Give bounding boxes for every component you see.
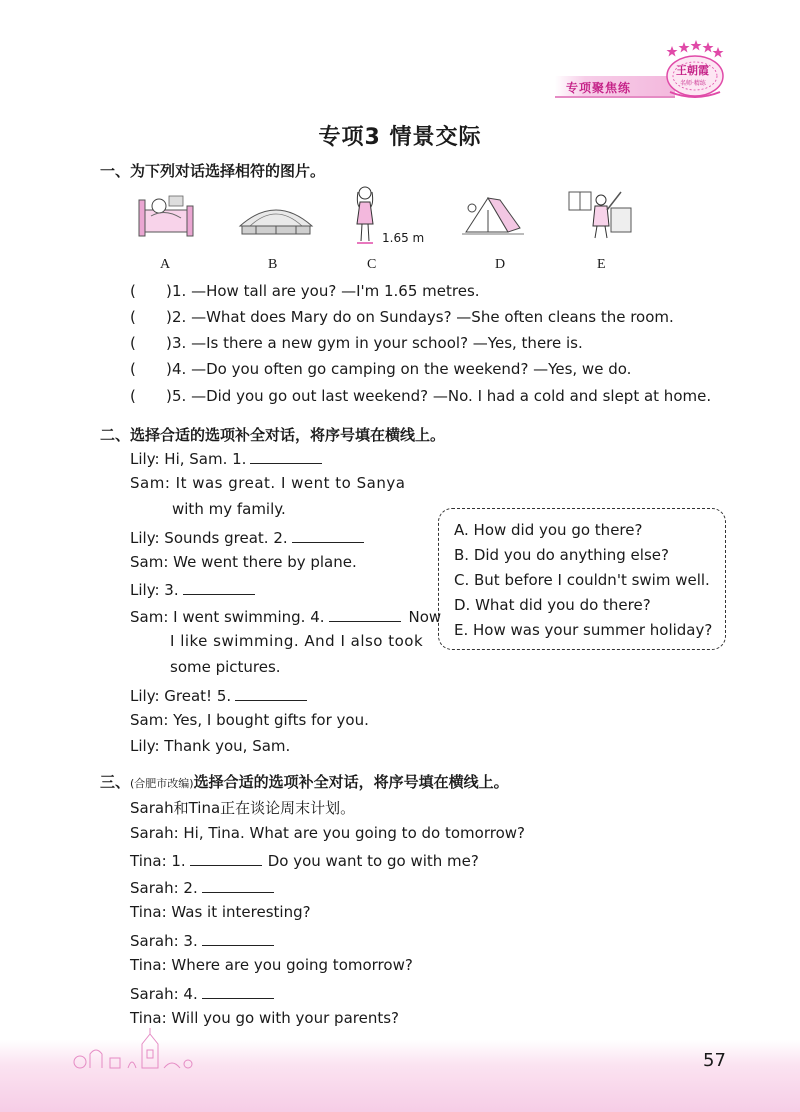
answer-blank[interactable]	[190, 850, 262, 866]
answer-blank[interactable]	[235, 685, 307, 701]
answer-blank[interactable]	[202, 877, 274, 893]
dialog-text: Sam: I went swimming. 4.	[130, 608, 325, 626]
section2-heading: 二、选择合适的选项补全对话，将序号填在横线上。	[100, 426, 446, 444]
dialog-line: Tina: Where are you going tomorrow?	[130, 956, 413, 974]
answer-paren-close: )	[166, 387, 172, 405]
picture-letter-c: C	[367, 257, 377, 272]
badge-sub: 名师·精练	[680, 80, 706, 87]
answer-paren-close: )	[166, 308, 172, 326]
dialog-line: Lily: Thank you, Sam.	[130, 737, 291, 755]
question-4: 4. —Do you often go camping on the weekend? —Yes, we do.	[172, 360, 632, 378]
question-1: 1. —How tall are you? —I'm 1.65 metres.	[172, 282, 480, 300]
dialog-line: Sam: We went there by plane.	[130, 553, 357, 571]
picture-letter-b: B	[268, 257, 278, 272]
header-tag: 专项聚焦练	[566, 81, 632, 95]
footer-decoration	[68, 1028, 198, 1078]
dialog-text: Now	[408, 608, 442, 626]
answer-paren-open: (	[130, 282, 136, 300]
dialog-line	[130, 685, 307, 705]
dialog-line: Sam: It was great. I went to Sanya	[130, 474, 406, 492]
answer-paren-open: (	[130, 360, 136, 378]
answer-paren-open: (	[130, 387, 136, 405]
dialog-line	[130, 983, 274, 1003]
dialog-line: some pictures.	[170, 658, 281, 676]
section3-intro: Sarah和Tina正在谈论周末计划。	[130, 799, 356, 817]
gym-building-picture	[236, 196, 316, 238]
picture-letter-e: E	[597, 257, 606, 272]
dialog-text: Sarah: 3.	[130, 932, 198, 950]
question-3: 3. —Is there a new gym in your school? —Yes, there is.	[172, 334, 583, 352]
answer-blank[interactable]	[292, 527, 364, 543]
cleaning-room-picture	[567, 186, 635, 242]
dialog-line	[130, 527, 364, 547]
answer-blank[interactable]	[250, 448, 322, 464]
dialog-text: Lily: Hi, Sam. 1.	[130, 450, 247, 468]
answer-paren-close: )	[166, 282, 172, 300]
option-a: A. How did you go there?	[454, 521, 643, 539]
dialog-line	[130, 877, 274, 897]
picture-letter-a: A	[160, 257, 171, 272]
dialog-line	[130, 579, 255, 599]
section3-heading-prefix: 三、	[100, 773, 131, 791]
dialog-text: Lily: Great! 5.	[130, 687, 232, 705]
question-2: 2. —What does Mary do on Sundays? —She often cleans the room.	[172, 308, 674, 326]
question-5: 5. —Did you go out last weekend? —No. I had a cold and slept at home.	[172, 387, 712, 405]
dialog-line: Sam: Yes, I bought gifts for you.	[130, 711, 369, 729]
page-title: 专项3 情景交际	[318, 125, 482, 150]
dialog-line: I like swimming. And I also took	[170, 632, 424, 650]
dialog-line	[130, 850, 479, 870]
section1-heading: 一、为下列对话选择相符的图片。	[100, 162, 326, 180]
section3-heading-text: 选择合适的选项补全对话，将序号填在横线上。	[193, 773, 509, 791]
answer-paren-close: )	[166, 334, 172, 352]
badge-text: 王朝霞	[676, 64, 709, 77]
answer-paren-open: (	[130, 308, 136, 326]
dialog-line	[130, 930, 274, 950]
answer-blank[interactable]	[329, 606, 401, 622]
answer-blank[interactable]	[202, 930, 274, 946]
option-b: B. Did you do anything else?	[454, 546, 669, 564]
camping-tent-picture	[458, 188, 528, 240]
dialog-line: Tina: Will you go with your parents?	[130, 1009, 399, 1027]
answer-blank[interactable]	[202, 983, 274, 999]
dialog-text: Lily: Sounds great. 2.	[130, 529, 288, 547]
dialog-line: Sarah: Hi, Tina. What are you going to do tomorrow?	[130, 824, 525, 842]
option-e: E. How was your summer holiday?	[454, 621, 713, 639]
option-c: C. But before I couldn't swim well.	[454, 571, 710, 589]
dialog-line: Tina: Was it interesting?	[130, 903, 311, 921]
dialog-text: Lily: 3.	[130, 581, 179, 599]
sick-boy-in-bed-picture	[135, 188, 197, 240]
answer-blank[interactable]	[183, 579, 255, 595]
answer-paren-open: (	[130, 334, 136, 352]
height-caption: 1.65 m	[382, 231, 425, 245]
dialog-line	[130, 606, 441, 626]
dialog-line	[130, 448, 322, 468]
picture-letter-d: D	[495, 257, 506, 272]
dialog-text: Sarah: 2.	[130, 879, 198, 897]
section3-heading	[100, 771, 509, 792]
dialog-text: Tina: 1.	[130, 852, 186, 870]
girl-standing-picture	[352, 184, 378, 246]
section3-source: (合肥市改编)	[130, 777, 194, 790]
dialog-text: Sarah: 4.	[130, 985, 198, 1003]
answer-paren-close: )	[166, 360, 172, 378]
dialog-text: Do you want to go with me?	[267, 852, 479, 870]
dialog-line: with my family.	[172, 500, 286, 518]
page-number: 57	[703, 1050, 726, 1071]
option-d: D. What did you do there?	[454, 596, 651, 614]
